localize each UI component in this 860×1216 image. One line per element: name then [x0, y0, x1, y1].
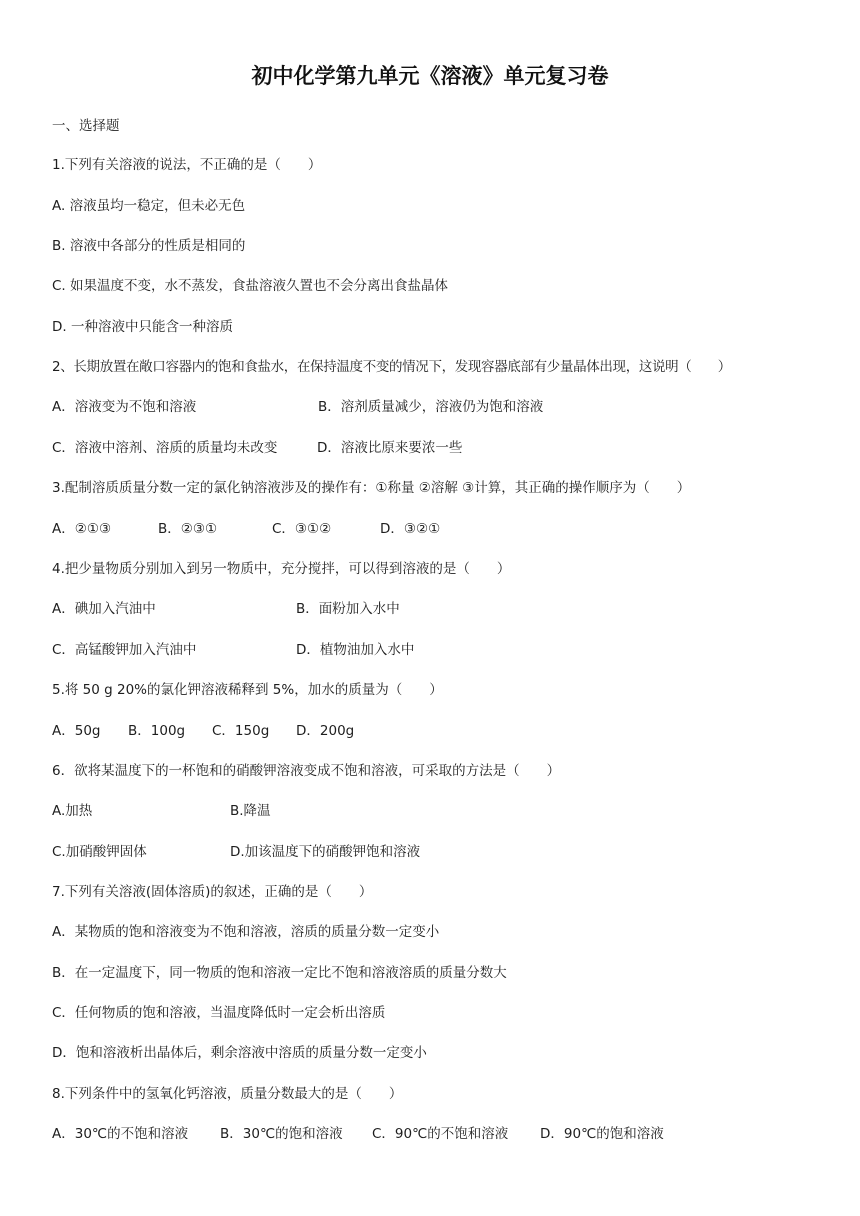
question-6-option-d: D.加该温度下的硝酸钾饱和溶液: [230, 844, 421, 860]
question-8-option-c: C．90℃的不饱和溶液: [372, 1126, 509, 1142]
section-heading: 一、选择题: [52, 118, 120, 134]
question-3-stem: 3.配制溶质质量分数一定的氯化钠溶液涉及的操作有：①称量 ②溶解 ③计算，其正确的操作顺序为（ ）: [52, 480, 691, 496]
question-1-stem: 1.下列有关溶液的说法，不正确的是（ ）: [52, 157, 322, 173]
question-6-option-c: C.加硝酸钾固体: [52, 844, 147, 860]
question-3-option-a: A．②①③: [52, 521, 112, 537]
question-4-option-c: C．高锰酸钾加入汽油中: [52, 642, 197, 658]
question-7-option-a: A．某物质的饱和溶液变为不饱和溶液，溶质的质量分数一定变小: [52, 924, 440, 940]
question-1-option-d: D. 一种溶液中只能含一种溶质: [52, 319, 233, 335]
question-8-option-a: A．30℃的不饱和溶液: [52, 1126, 189, 1142]
question-4-option-d: D．植物油加入水中: [296, 642, 415, 658]
question-7-option-d: D．饱和溶液析出晶体后，剩余溶液中溶质的质量分数一定变小: [52, 1045, 427, 1061]
question-3-option-b: B．②③①: [158, 521, 218, 537]
question-7-option-c: C．任何物质的饱和溶液，当温度降低时一定会析出溶质: [52, 1005, 386, 1021]
question-3-option-c: C．③①②: [272, 521, 332, 537]
question-5-option-d: D．200g: [296, 723, 355, 739]
question-1-option-a: A. 溶液虽均一稳定，但未必无色: [52, 198, 246, 214]
question-7-stem: 7.下列有关溶液(固体溶质)的叙述，正确的是（ ）: [52, 884, 373, 900]
page-title: 初中化学第九单元《溶液》单元复习卷: [251, 64, 609, 88]
question-5-option-a: A．50g: [52, 723, 101, 739]
question-7-option-b: B．在一定温度下，同一物质的饱和溶液一定比不饱和溶液溶质的质量分数大: [52, 965, 507, 981]
question-5-option-c: C．150g: [212, 723, 270, 739]
question-8-option-b: B．30℃的饱和溶液: [220, 1126, 343, 1142]
question-4-option-a: A．碘加入汽油中: [52, 601, 156, 617]
question-6-option-b: B.降温: [230, 803, 271, 819]
question-4-option-b: B．面粉加入水中: [296, 601, 400, 617]
question-2-stem: 2、长期放置在敞口容器内的饱和食盐水，在保持温度不变的情况下，发现容器底部有少量晶体出现，这说明（ ）: [52, 359, 731, 375]
question-1-option-c: C. 如果温度不变，水不蒸发，食盐溶液久置也不会分离出食盐晶体: [52, 278, 449, 294]
question-6-stem: 6．欲将某温度下的一杯饱和的硝酸钾溶液变成不饱和溶液，可采取的方法是（ ）: [52, 763, 561, 779]
question-2-option-a: A．溶液变为不饱和溶液: [52, 399, 197, 415]
question-5-option-b: B．100g: [128, 723, 186, 739]
question-2-option-d: D．溶液比原来要浓一些: [317, 440, 463, 456]
question-3-option-d: D．③②①: [380, 521, 441, 537]
question-6-option-a: A.加热: [52, 803, 93, 819]
question-8-stem: 8.下列条件中的氢氧化钙溶液，质量分数最大的是（ ）: [52, 1086, 403, 1102]
question-2-option-b: B．溶剂质量减少，溶液仍为饱和溶液: [318, 399, 544, 415]
question-4-stem: 4.把少量物质分别加入到另一物质中，充分搅拌，可以得到溶液的是（ ）: [52, 561, 511, 577]
question-1-option-b: B. 溶液中各部分的性质是相同的: [52, 238, 246, 254]
question-5-stem: 5.将 50 g 20%的氯化钾溶液稀释到 5%，加水的质量为（ ）: [52, 682, 443, 698]
question-2-option-c: C．溶液中溶剂、溶质的质量均未改变: [52, 440, 278, 456]
question-8-option-d: D．90℃的饱和溶液: [540, 1126, 664, 1142]
